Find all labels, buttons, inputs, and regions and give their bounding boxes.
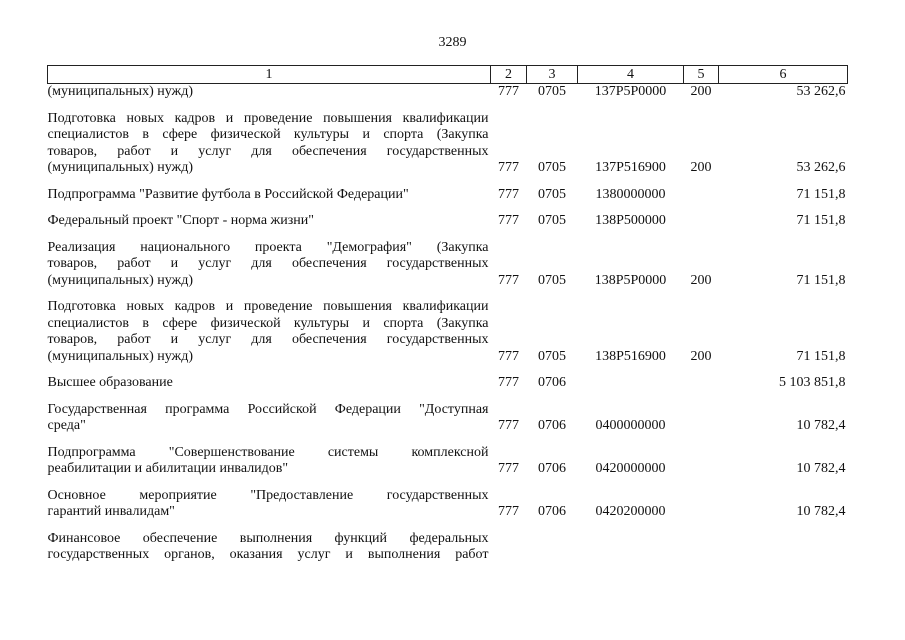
table-row xyxy=(48,488,848,521)
description-line: Финансовое обеспечение выполнения функций федеральных xyxy=(47,530,489,546)
target-code: 138P516900 xyxy=(595,348,666,364)
target-code: 0420000000 xyxy=(595,461,666,476)
ministry-code xyxy=(491,531,527,564)
table-row xyxy=(48,84,848,101)
table-row xyxy=(48,213,848,230)
target-code: 0400000000 xyxy=(595,418,666,433)
table-row xyxy=(48,531,848,564)
ministry-code: 777 xyxy=(498,461,519,476)
section-code xyxy=(527,531,578,564)
expense-type-code xyxy=(684,445,719,478)
table-row xyxy=(48,111,848,177)
target-code xyxy=(578,375,684,392)
amount: 71 151,8 xyxy=(796,213,846,228)
description-line: Подпрограмма "Совершенствование системы комплексной xyxy=(47,444,489,460)
amount: 5 103 851,8 xyxy=(779,375,846,390)
target-code: 137P5P0000 xyxy=(594,84,667,99)
budget-table xyxy=(47,65,848,564)
expense-type-code xyxy=(684,402,719,435)
description-line: (муниципальных) нужд) xyxy=(47,160,194,175)
section-code: 0706 xyxy=(538,461,566,476)
table-row xyxy=(48,240,848,290)
table-body xyxy=(48,84,848,564)
amount: 71 151,8 xyxy=(796,272,846,288)
row-spacer xyxy=(48,203,848,213)
header-col-4: 4 xyxy=(578,66,684,84)
description-line: Федеральный проект "Спорт - норма жизни" xyxy=(47,213,314,228)
row-spacer xyxy=(48,435,848,445)
description-line: специалистов в сфере физической культуры и спорта (Закупка xyxy=(47,315,489,331)
amount xyxy=(719,531,848,564)
section-code: 0706 xyxy=(538,418,566,433)
section-code: 0705 xyxy=(538,348,566,364)
section-code: 0706 xyxy=(538,504,566,519)
description-line: Подготовка новых кадров и проведение повышения квалификации xyxy=(47,110,489,126)
description-line: (муниципальных) нужд) xyxy=(47,84,194,99)
ministry-code: 777 xyxy=(498,213,519,228)
table-header xyxy=(48,66,848,84)
description-line: товаров, работ и услуг для обеспечения государственных xyxy=(47,256,489,271)
row-spacer xyxy=(48,177,848,187)
row-spacer xyxy=(48,365,848,375)
table-row xyxy=(48,187,848,204)
target-code: 1380000000 xyxy=(595,186,666,202)
section-code: 0705 xyxy=(538,213,566,228)
row-description xyxy=(48,213,491,230)
target-code: 138P500000 xyxy=(595,213,666,228)
section-code: 0705 xyxy=(538,84,566,99)
row-description xyxy=(48,84,491,101)
ministry-code: 777 xyxy=(498,348,519,364)
ministry-code: 777 xyxy=(498,160,519,175)
page-number: 3289 xyxy=(438,35,467,50)
table-row xyxy=(48,299,848,365)
expense-type-code xyxy=(684,187,719,204)
section-code: 0705 xyxy=(538,272,566,288)
section-code: 0705 xyxy=(538,160,566,175)
ministry-code: 777 xyxy=(498,418,519,433)
ministry-code: 777 xyxy=(498,272,519,288)
amount: 71 151,8 xyxy=(796,348,846,364)
description-line: товаров, работ и услуг для обеспечения государственных xyxy=(47,332,489,347)
row-description xyxy=(48,488,491,521)
expense-type-code xyxy=(684,213,719,230)
row-description xyxy=(48,531,491,564)
amount: 53 262,6 xyxy=(796,84,846,99)
ministry-code: 777 xyxy=(498,375,519,390)
ministry-code: 777 xyxy=(498,84,519,99)
header-col-2: 2 xyxy=(491,66,527,84)
description-line: Подпрограмма "Развитие футбола в Российской Федерации" xyxy=(47,186,409,202)
header-col-5: 5 xyxy=(684,66,719,84)
target-code: 0420200000 xyxy=(595,504,666,519)
amount: 10 782,4 xyxy=(796,418,846,433)
row-description xyxy=(48,187,491,204)
ministry-code: 777 xyxy=(498,504,519,519)
expense-type-code: 200 xyxy=(690,160,712,175)
row-spacer xyxy=(48,392,848,402)
amount: 71 151,8 xyxy=(796,186,846,202)
description-line: (муниципальных) нужд) xyxy=(47,272,194,288)
section-code: 0706 xyxy=(538,375,566,390)
target-code: 137P516900 xyxy=(595,160,666,175)
table-row xyxy=(48,402,848,435)
row-spacer xyxy=(48,101,848,111)
description-line: среда" xyxy=(47,418,86,433)
description-line: товаров, работ и услуг для обеспечения государственных xyxy=(47,143,489,159)
section-code: 0705 xyxy=(538,186,566,202)
amount: 10 782,4 xyxy=(796,504,846,519)
row-description xyxy=(48,375,491,392)
table-row xyxy=(48,375,848,392)
header-col-6: 6 xyxy=(719,66,848,84)
expense-type-code: 200 xyxy=(690,348,712,364)
description-line: (муниципальных) нужд) xyxy=(47,348,194,364)
description-line: Государственная программа Российской Федерации "Доступная xyxy=(47,401,489,417)
row-description xyxy=(48,240,491,290)
header-col-1: 1 xyxy=(48,66,491,84)
row-spacer xyxy=(48,478,848,488)
description-line: Основное мероприятие "Предоставление государственных xyxy=(47,487,489,503)
row-description xyxy=(48,111,491,177)
target-code xyxy=(578,531,684,564)
amount: 53 262,6 xyxy=(796,160,846,175)
expense-type-code xyxy=(684,375,719,392)
expense-type-code: 200 xyxy=(690,272,712,288)
description-line: Высшее образование xyxy=(47,375,173,390)
description-line: государственных органов, оказания услуг и выполнения работ xyxy=(47,547,489,562)
header-col-3: 3 xyxy=(527,66,578,84)
row-spacer xyxy=(48,289,848,299)
amount: 10 782,4 xyxy=(796,461,846,476)
row-spacer xyxy=(48,521,848,531)
description-line: реабилитации и абилитации инвалидов" xyxy=(47,461,289,476)
row-description xyxy=(48,402,491,435)
expense-type-code xyxy=(684,488,719,521)
table-row xyxy=(48,445,848,478)
description-line: Подготовка новых кадров и проведение повышения квалификации xyxy=(47,299,489,314)
description-line: специалистов в сфере физической культуры и спорта (Закупка xyxy=(47,127,489,142)
expense-type-code xyxy=(684,531,719,564)
target-code: 138P5P0000 xyxy=(594,272,667,288)
row-description xyxy=(48,299,491,365)
description-line: Реализация национального проекта "Демография" (Закупка xyxy=(47,239,489,255)
row-description xyxy=(48,445,491,478)
row-spacer xyxy=(48,230,848,240)
description-line: гарантий инвалидам" xyxy=(47,504,175,519)
expense-type-code: 200 xyxy=(690,84,712,99)
ministry-code: 777 xyxy=(498,186,519,202)
